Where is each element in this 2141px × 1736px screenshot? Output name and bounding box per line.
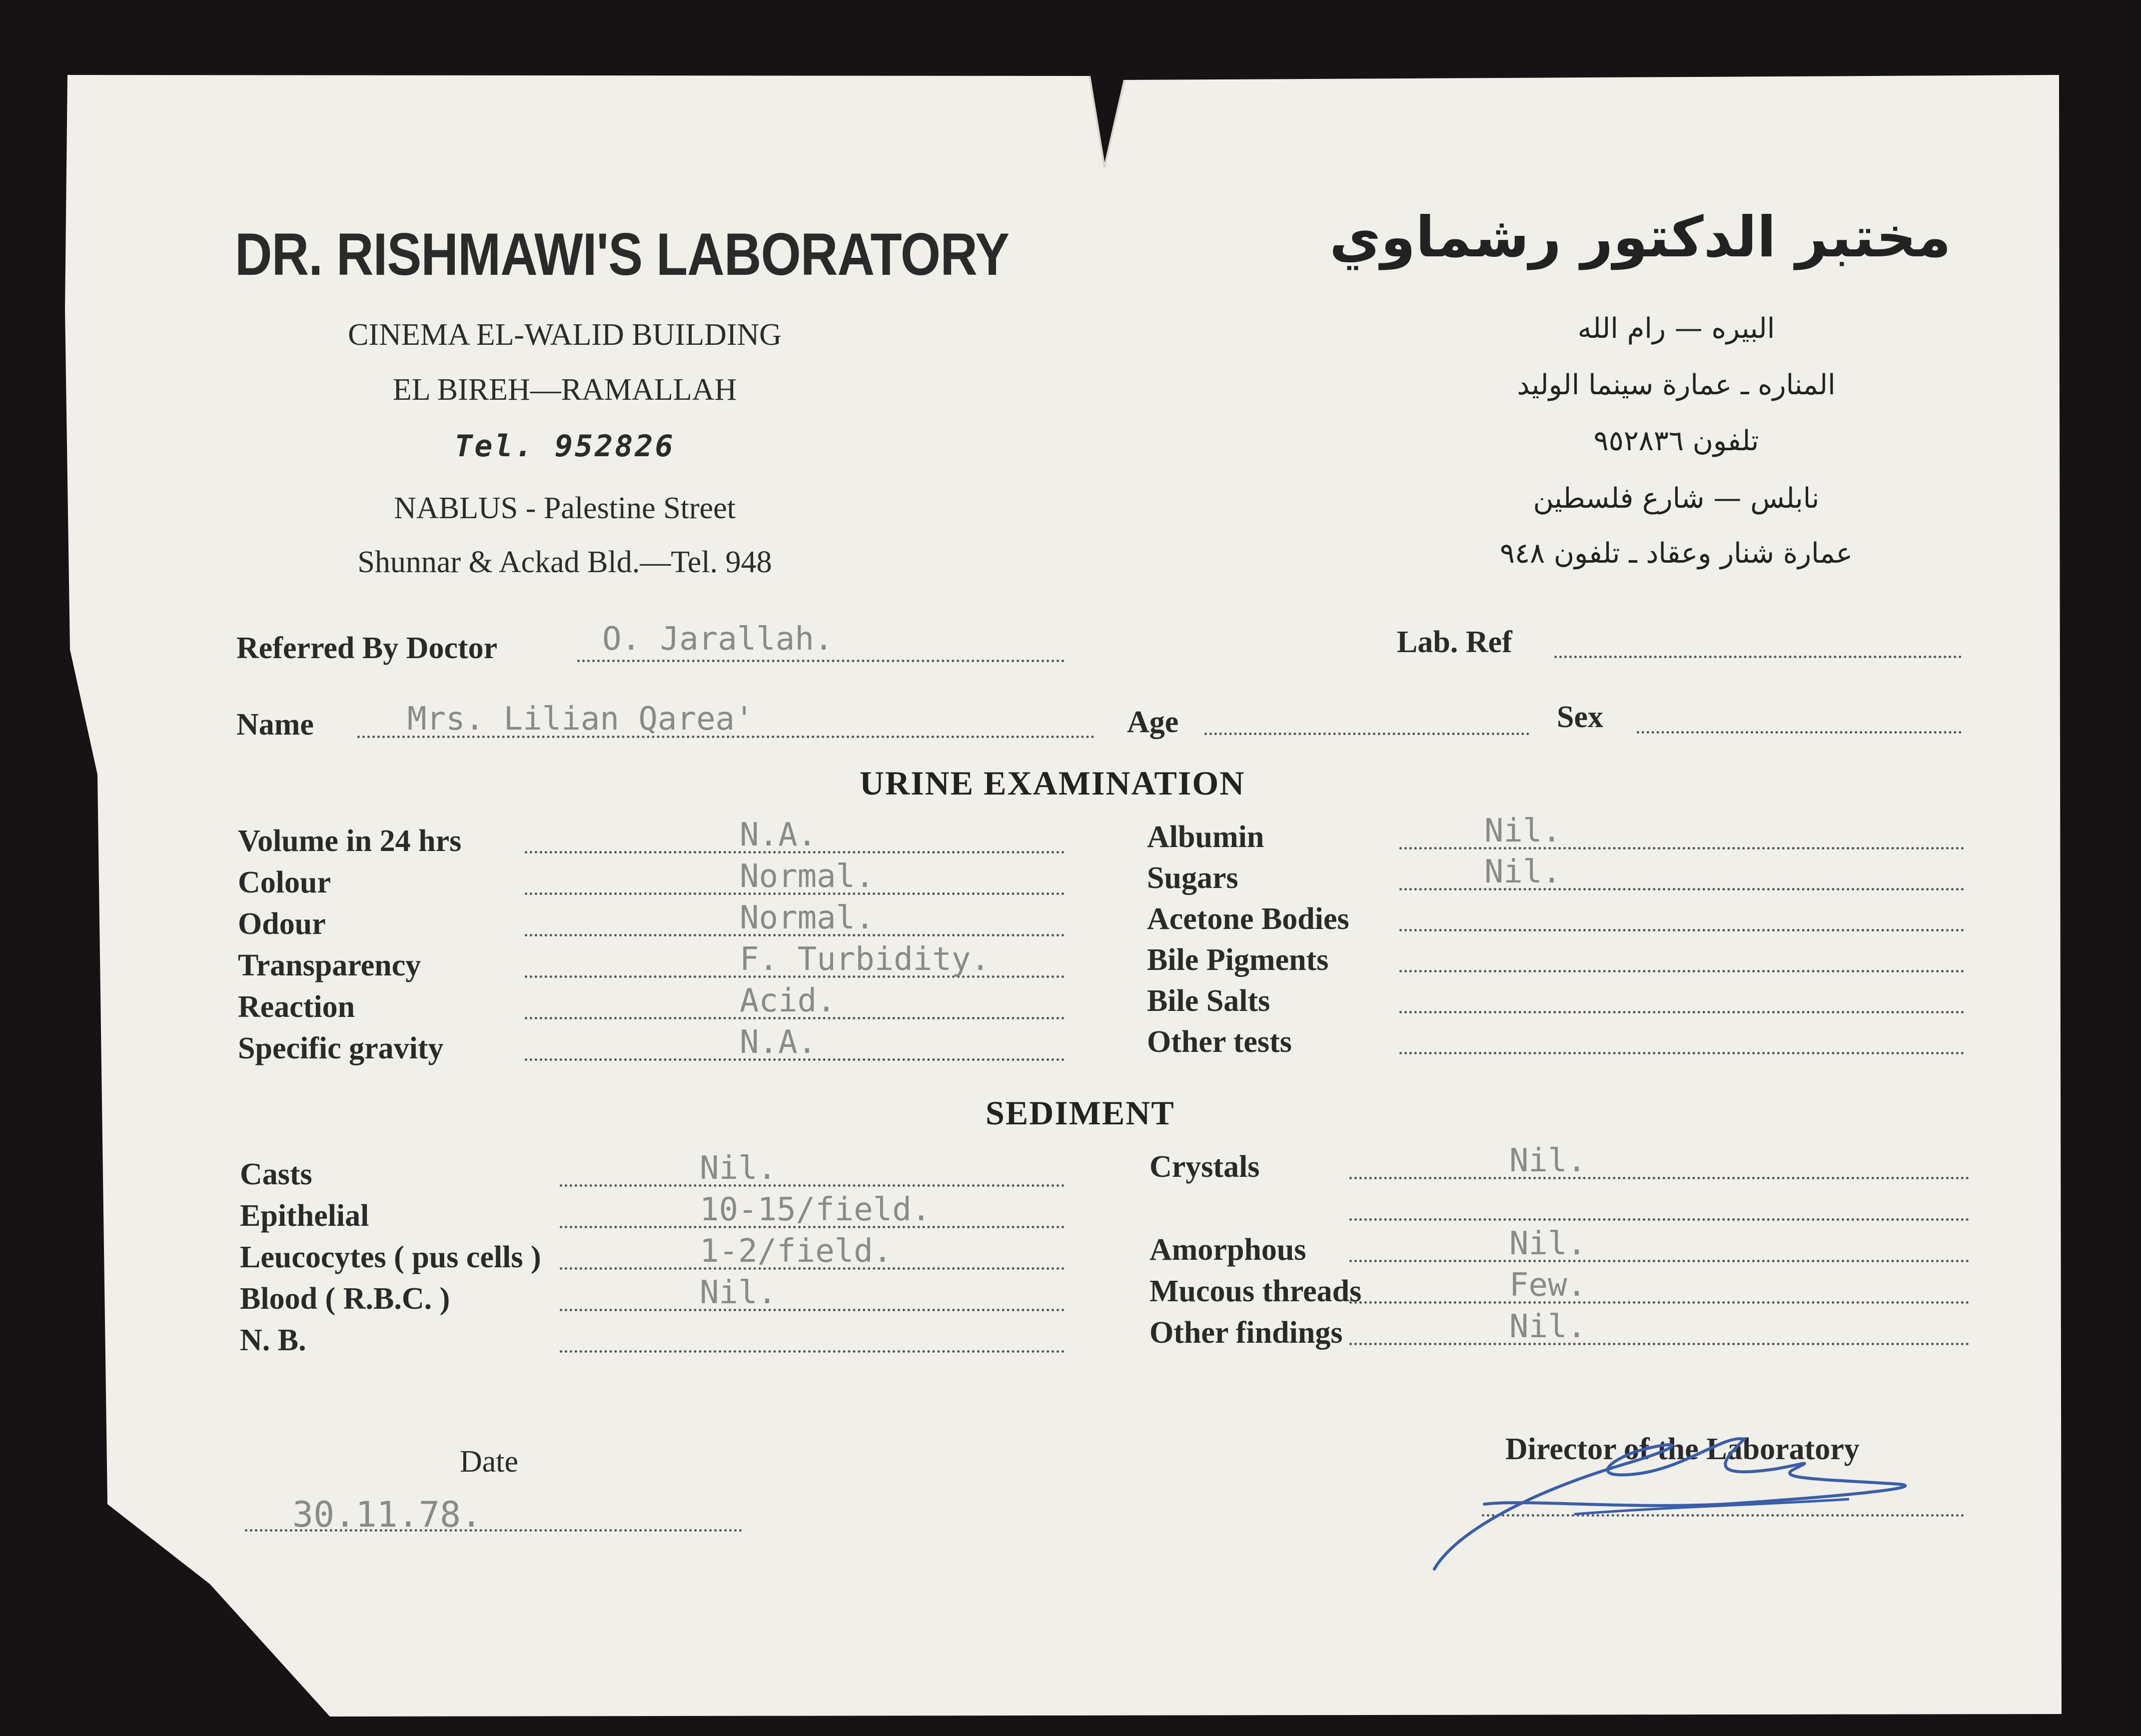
urine-left-label-4: Reaction — [238, 990, 355, 1024]
lab-ref-line — [1554, 656, 1962, 658]
age-line — [1204, 733, 1529, 735]
sediment-right-line-4 — [1349, 1343, 1969, 1345]
sediment-right-label-2: Amorphous — [1149, 1233, 1306, 1267]
urine-left-value-4: Acid. — [740, 982, 836, 1019]
urine-right-label-3: Bile Pigments — [1147, 943, 1329, 977]
sediment-left-value-3: Nil. — [700, 1274, 777, 1311]
sediment-right-line-2 — [1349, 1260, 1969, 1262]
urine-left-label-5: Specific gravity — [238, 1031, 444, 1065]
arabic-line-3: تلفون ٩٥٢٨٣٦ — [1593, 425, 1759, 457]
sediment-right-label-3: Mucous threads — [1149, 1274, 1362, 1308]
referred-by-label: Referred By Doctor — [236, 631, 498, 665]
urine-right-label-4: Bile Salts — [1147, 984, 1270, 1018]
urine-right-line-5 — [1399, 1052, 1964, 1054]
date-label: Date — [460, 1445, 519, 1479]
sediment-left-label-2: Leucocytes ( pus cells ) — [240, 1240, 541, 1274]
lab-name-arabic: مختبر الدكتور رشماوي — [1329, 205, 1951, 270]
lab-ref-label: Lab. Ref — [1397, 625, 1512, 659]
sediment-right-line-0 — [1349, 1177, 1969, 1179]
age-label: Age — [1127, 705, 1179, 739]
urine-right-value-1: Nil. — [1484, 854, 1562, 890]
arabic-line-5: عمارة شنار وعقاد ـ تلفون ٩٤٨ — [1499, 537, 1853, 570]
sediment-right-line-1 — [1349, 1218, 1969, 1221]
sediment-right-value-0: Nil. — [1509, 1142, 1587, 1179]
sediment-left-line-0 — [560, 1184, 1065, 1187]
sex-label: Sex — [1557, 700, 1603, 734]
name-label: Name — [236, 708, 314, 742]
arabic-line-1: البيره — رام الله — [1577, 312, 1775, 345]
urine-left-value-5: N.A. — [740, 1024, 817, 1061]
urine-right-label-5: Other tests — [1147, 1025, 1292, 1059]
urine-left-label-2: Odour — [238, 907, 326, 941]
urine-left-label-1: Colour — [238, 866, 331, 899]
sediment-right-value-2: Nil. — [1509, 1225, 1587, 1262]
sediment-title: SEDIMENT — [986, 1094, 1175, 1132]
urine-right-line-2 — [1399, 929, 1964, 931]
address-line-4: Shunnar & Ackad Bld.—Tel. 948 — [357, 545, 772, 579]
referred-by-line — [577, 660, 1065, 662]
address-line-3: NABLUS - Palestine Street — [394, 491, 736, 525]
sex-line — [1637, 731, 1962, 734]
sediment-left-value-2: 1-2/field. — [700, 1233, 893, 1270]
urine-left-label-0: Volume in 24 hrs — [238, 824, 462, 858]
sediment-right-line-3 — [1349, 1301, 1969, 1304]
urine-right-label-0: Albumin — [1147, 820, 1264, 854]
address-line-1: CINEMA EL-WALID BUILDING — [348, 318, 782, 352]
sediment-right-value-4: Nil. — [1509, 1308, 1587, 1345]
urine-left-value-1: Normal. — [740, 858, 875, 895]
sediment-left-label-0: Casts — [240, 1157, 312, 1191]
sediment-left-label-3: Blood ( R.B.C. ) — [240, 1282, 450, 1316]
sediment-right-value-3: Few. — [1509, 1267, 1587, 1304]
urine-exam-title: URINE EXAMINATION — [860, 764, 1245, 802]
director-signature — [1424, 1404, 1974, 1584]
sediment-left-label-1: Epithelial — [240, 1199, 369, 1233]
date-value: 30.11.78. — [292, 1494, 482, 1535]
urine-left-value-3: F. Turbidity. — [740, 941, 990, 978]
urine-right-line-4 — [1399, 1011, 1964, 1013]
sediment-left-line-3 — [560, 1309, 1065, 1311]
sediment-right-label-0: Crystals — [1149, 1150, 1260, 1184]
name-value: Mrs. Lilian Qarea' — [407, 701, 754, 738]
sediment-left-label-4: N. B. — [240, 1323, 306, 1357]
urine-left-value-2: Normal. — [740, 899, 875, 936]
urine-right-line-3 — [1399, 970, 1964, 972]
sediment-right-label-4: Other findings — [1149, 1316, 1343, 1350]
lab-name: DR. RISHMAWI'S LABORATORY — [235, 221, 1010, 288]
urine-right-label-1: Sugars — [1147, 861, 1238, 895]
arabic-line-2: المناره ـ عمارة سينما الوليد — [1517, 369, 1836, 401]
referred-by-value: O. Jarallah. — [602, 621, 834, 658]
urine-right-label-2: Acetone Bodies — [1147, 902, 1349, 936]
urine-right-value-0: Nil. — [1484, 813, 1562, 850]
urine-left-label-3: Transparency — [238, 948, 421, 982]
address-line-2: EL BIREH—RAMALLAH — [392, 373, 737, 407]
sediment-left-line-4 — [560, 1350, 1065, 1353]
arabic-line-4: نابلس — شارع فلسطين — [1533, 482, 1820, 515]
sediment-left-value-0: Nil. — [700, 1150, 777, 1187]
director-label: Director of the Laboratory — [1505, 1432, 1860, 1466]
telephone-line: Tel. 952826 — [454, 429, 675, 464]
urine-left-value-0: N.A. — [740, 817, 817, 854]
date-line — [245, 1529, 742, 1532]
sediment-left-value-1: 10-15/field. — [700, 1191, 931, 1228]
